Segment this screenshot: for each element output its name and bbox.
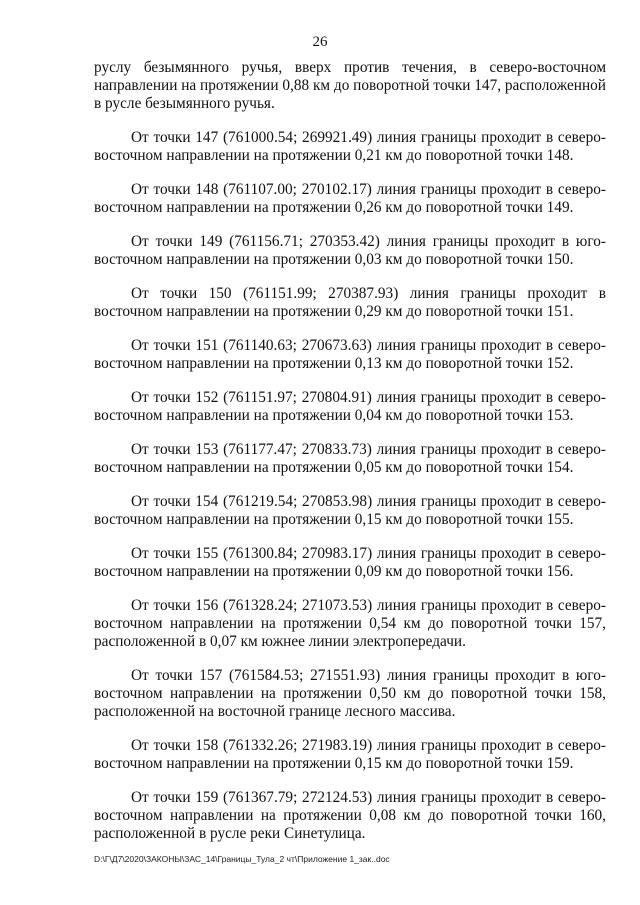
paragraph-point-149: От точки 149 (761156.71; 270353.42) линия границы проходит в юго-восточном направлении на протяжении 0,03 км до поворотной точки 150. bbox=[94, 233, 606, 268]
file-path-footer: D:\Г\Д7\2020\ЗАКОНЫ\ЗАС_14\Границы_Тула_2 чт\Приложение 1_зак..doc bbox=[94, 854, 390, 864]
paragraph-point-150: От точки 150 (761151.99; 270387.93) линия границы проходит в восточном направлении на протяжении 0,29 км до поворотной точки 151. bbox=[94, 285, 606, 320]
paragraph-point-151: От точки 151 (761140.63; 270673.63) линия границы проходит в северо-восточном направлении на протяжении 0,13 км до поворотной точки 152. bbox=[94, 337, 606, 372]
paragraph-point-153: От точки 153 (761177.47; 270833.73) линия границы проходит в северо-восточном направлении на протяжении 0,05 км до поворотной точки 154. bbox=[94, 441, 606, 476]
paragraph-point-156: От точки 156 (761328.24; 271073.53) линия границы проходит в северо-восточном направлении на протяжении 0,54 км до поворотной точки 157, расположенной в 0,07 км южнее линии электропередачи. bbox=[94, 597, 606, 650]
paragraph-point-147: От точки 147 (761000.54; 269921.49) линия границы проходит в северо-восточном направлении на протяжении 0,21 км до поворотной точки 148. bbox=[94, 129, 606, 164]
paragraph-continuation: руслу безымянного ручья, вверх против течения, в северо-восточном направлении на протяжении 0,88 км до поворотной точки 147, расположенной в русле безымянного ручья. bbox=[94, 59, 606, 112]
paragraph-point-159: От точки 159 (761367.79; 272124.53) линия границы проходит в северо-восточном направлении на протяжении 0,08 км до поворотной точки 160, расположенной в русле реки Синетулица. bbox=[94, 789, 606, 842]
paragraph-point-155: От точки 155 (761300.84; 270983.17) линия границы проходит в северо-восточном направлении на протяжении 0,09 км до поворотной точки 156. bbox=[94, 545, 606, 580]
paragraph-point-157: От точки 157 (761584.53; 271551.93) линия границы проходит в юго-восточном направлении на протяжении 0,50 км до поворотной точки 158, расположенной на восточной границе лесного массива. bbox=[94, 667, 606, 720]
paragraph-point-148: От точки 148 (761107.00; 270102.17) линия границы проходит в северо-восточном направлении на протяжении 0,26 км до поворотной точки 149. bbox=[94, 181, 606, 216]
document-body bbox=[94, 59, 606, 859]
page-number: 26 bbox=[312, 34, 328, 50]
paragraph-point-154: От точки 154 (761219.54; 270853.98) линия границы проходит в северо-восточном направлении на протяжении 0,15 км до поворотной точки 155. bbox=[94, 493, 606, 528]
paragraph-point-152: От точки 152 (761151.97; 270804.91) линия границы проходит в северо-восточном направлении на протяжении 0,04 км до поворотной точки 153. bbox=[94, 389, 606, 424]
paragraph-point-158: От точки 158 (761332.26; 271983.19) линия границы проходит в северо-восточном направлении на протяжении 0,15 км до поворотной точки 159. bbox=[94, 737, 606, 772]
